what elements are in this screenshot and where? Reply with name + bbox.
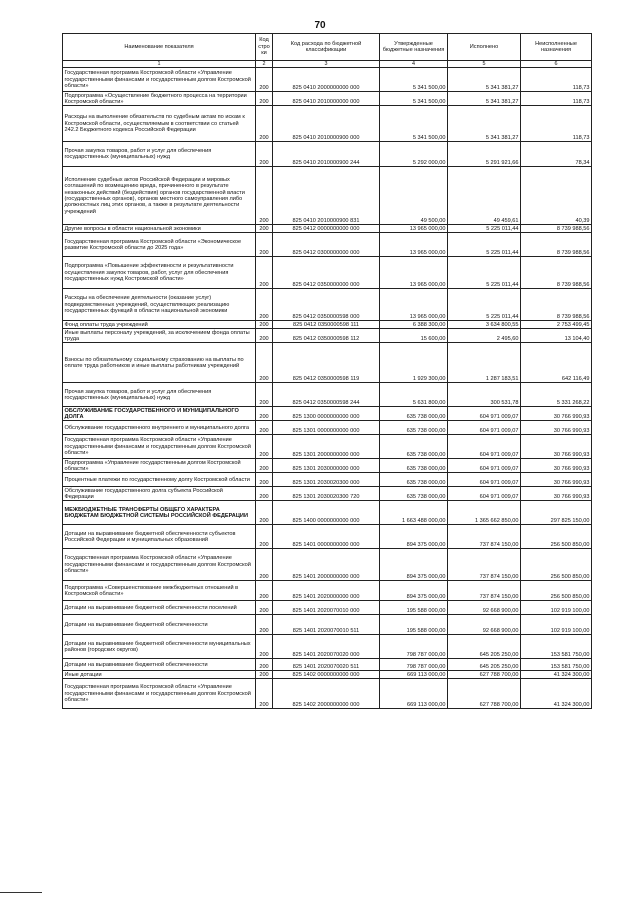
row-line-code: 200 bbox=[256, 549, 273, 581]
row-executed: 2 495,60 bbox=[448, 329, 521, 343]
row-executed: 5 225 011,44 bbox=[448, 289, 521, 321]
row-unexecuted: 41 324 300,00 bbox=[521, 671, 592, 679]
row-approved: 15 600,00 bbox=[380, 329, 448, 343]
page-number: 70 bbox=[314, 20, 326, 31]
table-row bbox=[63, 167, 592, 225]
row-line-code: 200 bbox=[256, 289, 273, 321]
row-unexecuted: 118,73 bbox=[521, 106, 592, 142]
row-name: Подпрограмма «Осуществление бюджетного процесса на территории Костромской области» bbox=[63, 92, 256, 106]
table-row bbox=[63, 225, 592, 233]
row-line-code: 200 bbox=[256, 435, 273, 459]
row-executed: 92 668 900,00 bbox=[448, 615, 521, 635]
row-line-code: 200 bbox=[256, 225, 273, 233]
row-unexecuted: 30 766 990,93 bbox=[521, 435, 592, 459]
table-row bbox=[63, 329, 592, 343]
table-row bbox=[63, 233, 592, 257]
row-name: Дотации на выравнивание бюджетной обеспеченности муниципальных районов (городских округов) bbox=[63, 635, 256, 659]
row-classification-code: 825 1301 2030020300 000 bbox=[273, 473, 380, 487]
row-classification-code: 825 1401 2020070010 511 bbox=[273, 615, 380, 635]
header-executed: Исполнено bbox=[448, 34, 521, 61]
row-name: Иные выплаты персоналу учреждений, за исключением фонда оплаты труда bbox=[63, 329, 256, 343]
row-unexecuted: 30 766 990,93 bbox=[521, 473, 592, 487]
row-name: Государственная программа Костромской области «Экономическое развитие Костромской области до 2025 года» bbox=[63, 233, 256, 257]
row-name: Дотации на выравнивание бюджетной обеспеченности bbox=[63, 615, 256, 635]
row-unexecuted: 102 919 100,00 bbox=[521, 615, 592, 635]
row-classification-code: 825 0412 0350000598 112 bbox=[273, 329, 380, 343]
row-classification-code: 825 1301 2030000000 000 bbox=[273, 459, 380, 473]
column-number: 2 bbox=[256, 61, 273, 68]
header-name: Наименование показателя bbox=[63, 34, 256, 61]
row-name: Обслуживание государственного внутреннего и муниципального долга bbox=[63, 421, 256, 435]
row-executed: 627 788 700,00 bbox=[448, 671, 521, 679]
row-unexecuted: 118,73 bbox=[521, 92, 592, 106]
table-row bbox=[63, 142, 592, 167]
row-executed: 604 971 009,07 bbox=[448, 459, 521, 473]
row-unexecuted: 30 766 990,93 bbox=[521, 487, 592, 501]
row-approved: 195 588 000,00 bbox=[380, 615, 448, 635]
row-line-code: 200 bbox=[256, 615, 273, 635]
table-row bbox=[63, 383, 592, 407]
row-unexecuted: 2 753 499,45 bbox=[521, 321, 592, 329]
row-unexecuted: 8 739 988,56 bbox=[521, 289, 592, 321]
row-unexecuted: 153 581 750,00 bbox=[521, 635, 592, 659]
row-unexecuted: 153 581 750,00 bbox=[521, 659, 592, 671]
row-name: Иные дотации bbox=[63, 671, 256, 679]
row-executed: 737 874 150,00 bbox=[448, 581, 521, 601]
table-row bbox=[63, 615, 592, 635]
table-row bbox=[63, 549, 592, 581]
row-classification-code: 825 1402 2000000000 000 bbox=[273, 679, 380, 709]
row-executed: 5 291 921,66 bbox=[448, 142, 521, 167]
row-approved: 669 113 000,00 bbox=[380, 679, 448, 709]
row-classification-code: 825 0412 0300000000 000 bbox=[273, 233, 380, 257]
row-line-code: 200 bbox=[256, 329, 273, 343]
row-classification-code: 825 1401 2020070020 000 bbox=[273, 635, 380, 659]
row-approved: 635 738 000,00 bbox=[380, 459, 448, 473]
row-name: Государственная программа Костромской области «Управление государственными финансами и государственным долгом Костромской области» bbox=[63, 549, 256, 581]
row-line-code: 200 bbox=[256, 671, 273, 679]
table-row bbox=[63, 581, 592, 601]
row-approved: 6 388 300,00 bbox=[380, 321, 448, 329]
row-executed: 3 634 800,55 bbox=[448, 321, 521, 329]
row-executed: 5 341 381,27 bbox=[448, 68, 521, 92]
row-name: Прочая закупка товаров, работ и услуг для обеспечения государственных (муниципальных) нужд bbox=[63, 142, 256, 167]
table-row bbox=[63, 473, 592, 487]
row-approved: 5 292 000,00 bbox=[380, 142, 448, 167]
header-approved: Утвержденные бюджетные назначения bbox=[380, 34, 448, 61]
row-approved: 894 375 000,00 bbox=[380, 549, 448, 581]
row-line-code: 200 bbox=[256, 659, 273, 671]
row-line-code: 200 bbox=[256, 167, 273, 225]
row-unexecuted: 40,39 bbox=[521, 167, 592, 225]
row-executed: 604 971 009,07 bbox=[448, 421, 521, 435]
row-unexecuted: 30 766 990,93 bbox=[521, 407, 592, 421]
row-unexecuted: 297 825 150,00 bbox=[521, 501, 592, 525]
row-executed: 49 459,61 bbox=[448, 167, 521, 225]
row-approved: 798 787 000,00 bbox=[380, 635, 448, 659]
row-executed: 604 971 009,07 bbox=[448, 487, 521, 501]
row-classification-code: 825 0412 0350000598 244 bbox=[273, 383, 380, 407]
row-executed: 627 788 700,00 bbox=[448, 679, 521, 709]
row-executed: 604 971 009,07 bbox=[448, 473, 521, 487]
row-line-code: 200 bbox=[256, 257, 273, 289]
row-name: Дотации на выравнивание бюджетной обеспеченности субъектов Российской Федерации и муниципальных образований bbox=[63, 525, 256, 549]
row-classification-code: 825 1401 2000000000 000 bbox=[273, 549, 380, 581]
row-approved: 1 663 488 000,00 bbox=[380, 501, 448, 525]
column-number: 6 bbox=[521, 61, 592, 68]
row-unexecuted: 8 739 988,56 bbox=[521, 233, 592, 257]
table-row bbox=[63, 501, 592, 525]
row-classification-code: 825 0410 2010000900 000 bbox=[273, 106, 380, 142]
row-approved: 669 113 000,00 bbox=[380, 671, 448, 679]
row-executed: 645 205 250,00 bbox=[448, 635, 521, 659]
row-name: Подпрограмма «Совершенствование межбюджетных отношений в Костромской области» bbox=[63, 581, 256, 601]
table-row bbox=[63, 525, 592, 549]
footer-rule bbox=[0, 892, 42, 893]
row-classification-code: 825 0412 0000000000 000 bbox=[273, 225, 380, 233]
row-approved: 13 965 000,00 bbox=[380, 289, 448, 321]
row-approved: 13 965 000,00 bbox=[380, 257, 448, 289]
table-header-row bbox=[63, 34, 592, 61]
table-row bbox=[63, 289, 592, 321]
row-unexecuted: 8 739 988,56 bbox=[521, 225, 592, 233]
table-row bbox=[63, 92, 592, 106]
row-executed: 604 971 009,07 bbox=[448, 435, 521, 459]
row-classification-code: 825 0412 0350000598 000 bbox=[273, 289, 380, 321]
table-row bbox=[63, 106, 592, 142]
row-approved: 635 738 000,00 bbox=[380, 473, 448, 487]
row-name: Подпрограмма «Повышение эффективности и результативности осуществления закупок товаров, работ, услуг для обеспечения государственных нужд Костромской области» bbox=[63, 257, 256, 289]
header-unexecuted: Неисполненные назначения bbox=[521, 34, 592, 61]
row-classification-code: 825 0412 0350000000 000 bbox=[273, 257, 380, 289]
row-line-code: 200 bbox=[256, 68, 273, 92]
row-executed: 604 971 009,07 bbox=[448, 407, 521, 421]
row-executed: 5 225 011,44 bbox=[448, 233, 521, 257]
row-name: Государственная программа Костромской области «Управление государственными финансами и государственным долгом Костромской области» bbox=[63, 68, 256, 92]
row-line-code: 200 bbox=[256, 473, 273, 487]
row-classification-code: 825 1401 0000000000 000 bbox=[273, 525, 380, 549]
row-unexecuted: 102 919 100,00 bbox=[521, 601, 592, 615]
row-name: Обслуживание государственного долга субъекта Российской Федерации bbox=[63, 487, 256, 501]
row-classification-code: 825 0412 0350000598 119 bbox=[273, 343, 380, 383]
row-name: Государственная программа Костромской области «Управление государственными финансами и государственным долгом Костромской области» bbox=[63, 679, 256, 709]
row-name: Подпрограмма «Управление государственным долгом Костромской области» bbox=[63, 459, 256, 473]
row-executed: 1 287 183,51 bbox=[448, 343, 521, 383]
table-row bbox=[63, 487, 592, 501]
row-approved: 5 341 500,00 bbox=[380, 92, 448, 106]
row-unexecuted: 41 324 300,00 bbox=[521, 679, 592, 709]
header-classification: Код расхода по бюджетной классификации bbox=[273, 34, 380, 61]
table-row bbox=[63, 321, 592, 329]
row-name: Процентные платежи по государственному долгу Костромской области bbox=[63, 473, 256, 487]
row-approved: 195 588 000,00 bbox=[380, 601, 448, 615]
row-executed: 737 874 150,00 bbox=[448, 525, 521, 549]
row-line-code: 200 bbox=[256, 679, 273, 709]
table-row bbox=[63, 679, 592, 709]
table-row bbox=[63, 659, 592, 671]
row-classification-code: 825 1401 2020000000 000 bbox=[273, 581, 380, 601]
row-name: ОБСЛУЖИВАНИЕ ГОСУДАРСТВЕННОГО И МУНИЦИПАЛЬНОГО ДОЛГА bbox=[63, 407, 256, 421]
table-body bbox=[63, 68, 592, 709]
row-executed: 300 531,78 bbox=[448, 383, 521, 407]
row-classification-code: 825 1301 2000000000 000 bbox=[273, 435, 380, 459]
table-row bbox=[63, 635, 592, 659]
row-approved: 635 738 000,00 bbox=[380, 435, 448, 459]
row-classification-code: 825 1402 0000000000 000 bbox=[273, 671, 380, 679]
row-line-code: 200 bbox=[256, 407, 273, 421]
row-line-code: 200 bbox=[256, 525, 273, 549]
row-line-code: 200 bbox=[256, 487, 273, 501]
row-approved: 635 738 000,00 bbox=[380, 407, 448, 421]
row-line-code: 200 bbox=[256, 421, 273, 435]
row-unexecuted: 256 500 850,00 bbox=[521, 525, 592, 549]
row-name: Расходы на выполнение обязательств по судебным актам по искам к Костромской области, осуществляемым в соответствии со статьей 242.2 Бюджетного кодекса Российской Федерации bbox=[63, 106, 256, 142]
table-row bbox=[63, 68, 592, 92]
table-row bbox=[63, 343, 592, 383]
row-line-code: 200 bbox=[256, 383, 273, 407]
row-line-code: 200 bbox=[256, 106, 273, 142]
row-unexecuted: 30 766 990,93 bbox=[521, 459, 592, 473]
row-approved: 894 375 000,00 bbox=[380, 525, 448, 549]
row-classification-code: 825 0410 2010000900 831 bbox=[273, 167, 380, 225]
table-row bbox=[63, 435, 592, 459]
table-row bbox=[63, 421, 592, 435]
row-approved: 5 341 500,00 bbox=[380, 106, 448, 142]
row-classification-code: 825 1301 2030020300 720 bbox=[273, 487, 380, 501]
row-line-code: 200 bbox=[256, 233, 273, 257]
row-line-code: 200 bbox=[256, 601, 273, 615]
row-name: Прочая закупка товаров, работ и услуг для обеспечения государственных (муниципальных) нужд bbox=[63, 383, 256, 407]
row-line-code: 200 bbox=[256, 581, 273, 601]
row-approved: 49 500,00 bbox=[380, 167, 448, 225]
row-classification-code: 825 1400 0000000000 000 bbox=[273, 501, 380, 525]
table-row bbox=[63, 459, 592, 473]
row-classification-code: 825 0410 2010000900 244 bbox=[273, 142, 380, 167]
row-approved: 5 631 800,00 bbox=[380, 383, 448, 407]
row-approved: 13 965 000,00 bbox=[380, 233, 448, 257]
row-executed: 5 225 011,44 bbox=[448, 225, 521, 233]
row-classification-code: 825 1300 0000000000 000 bbox=[273, 407, 380, 421]
row-classification-code: 825 1401 2020070010 000 bbox=[273, 601, 380, 615]
row-unexecuted: 30 766 990,93 bbox=[521, 421, 592, 435]
row-name: Государственная программа Костромской области «Управление государственными финансами и государственным долгом Костромской области» bbox=[63, 435, 256, 459]
column-number: 1 bbox=[63, 61, 256, 68]
row-classification-code: 825 0410 2000000000 000 bbox=[273, 68, 380, 92]
row-name: МЕЖБЮДЖЕТНЫЕ ТРАНСФЕРТЫ ОБЩЕГО ХАРАКТЕРА БЮДЖЕТАМ БЮДЖЕТНОЙ СИСТЕМЫ РОССИЙСКОЙ ФЕДЕРАЦИИ bbox=[63, 501, 256, 525]
row-unexecuted: 13 104,40 bbox=[521, 329, 592, 343]
column-number: 5 bbox=[448, 61, 521, 68]
row-executed: 645 205 250,00 bbox=[448, 659, 521, 671]
column-number: 3 bbox=[273, 61, 380, 68]
row-executed: 92 668 900,00 bbox=[448, 601, 521, 615]
row-classification-code: 825 0410 2010000000 000 bbox=[273, 92, 380, 106]
row-executed: 5 225 011,44 bbox=[448, 257, 521, 289]
row-approved: 5 341 500,00 bbox=[380, 68, 448, 92]
row-unexecuted: 5 331 268,22 bbox=[521, 383, 592, 407]
row-approved: 798 787 000,00 bbox=[380, 659, 448, 671]
row-name: Дотации на выравнивание бюджетной обеспеченности поселений bbox=[63, 601, 256, 615]
row-executed: 5 341 381,27 bbox=[448, 92, 521, 106]
table-row bbox=[63, 407, 592, 421]
row-line-code: 200 bbox=[256, 501, 273, 525]
row-name: Фонд оплаты труда учреждений bbox=[63, 321, 256, 329]
row-name: Взносы по обязательному социальному страхованию на выплаты по оплате труда работников и иные выплаты работникам учреждений bbox=[63, 343, 256, 383]
row-unexecuted: 256 500 850,00 bbox=[521, 581, 592, 601]
row-executed: 737 874 150,00 bbox=[448, 549, 521, 581]
row-line-code: 200 bbox=[256, 92, 273, 106]
column-number: 4 bbox=[380, 61, 448, 68]
table-row bbox=[63, 601, 592, 615]
row-approved: 635 738 000,00 bbox=[380, 421, 448, 435]
row-approved: 635 738 000,00 bbox=[380, 487, 448, 501]
row-name: Дотации на выравнивание бюджетной обеспеченности bbox=[63, 659, 256, 671]
column-number-row bbox=[63, 61, 592, 68]
row-unexecuted: 118,73 bbox=[521, 68, 592, 92]
row-line-code: 200 bbox=[256, 142, 273, 167]
row-unexecuted: 256 500 850,00 bbox=[521, 549, 592, 581]
row-name: Другие вопросы в области национальной экономики bbox=[63, 225, 256, 233]
header-code: Код стро ки bbox=[256, 34, 273, 61]
row-classification-code: 825 0412 0350000598 111 bbox=[273, 321, 380, 329]
row-unexecuted: 8 739 988,56 bbox=[521, 257, 592, 289]
row-line-code: 200 bbox=[256, 459, 273, 473]
row-name: Расходы на обеспечение деятельности (оказание услуг) подведомственных учреждений, осуществляющих реализацию государственных функций в области национальной экономики bbox=[63, 289, 256, 321]
row-unexecuted: 78,34 bbox=[521, 142, 592, 167]
row-approved: 1 929 300,00 bbox=[380, 343, 448, 383]
row-approved: 894 375 000,00 bbox=[380, 581, 448, 601]
row-executed: 5 341 381,27 bbox=[448, 106, 521, 142]
row-line-code: 200 bbox=[256, 635, 273, 659]
row-approved: 13 965 000,00 bbox=[380, 225, 448, 233]
table-row bbox=[63, 257, 592, 289]
table-row bbox=[63, 671, 592, 679]
row-unexecuted: 642 116,49 bbox=[521, 343, 592, 383]
row-executed: 1 365 662 850,00 bbox=[448, 501, 521, 525]
budget-execution-table bbox=[62, 33, 592, 709]
row-classification-code: 825 1401 2020070020 511 bbox=[273, 659, 380, 671]
row-line-code: 200 bbox=[256, 321, 273, 329]
row-line-code: 200 bbox=[256, 343, 273, 383]
row-classification-code: 825 1301 0000000000 000 bbox=[273, 421, 380, 435]
row-name: Исполнение судебных актов Российской Федерации и мировых соглашений по возмещению вреда, причиненного в результате незаконных действий (бездействия) органов государственной власти (государственных органов), органов местного самоуправления либо должностных лиц этих органов, а также в результате деятельности учреждений bbox=[63, 167, 256, 225]
